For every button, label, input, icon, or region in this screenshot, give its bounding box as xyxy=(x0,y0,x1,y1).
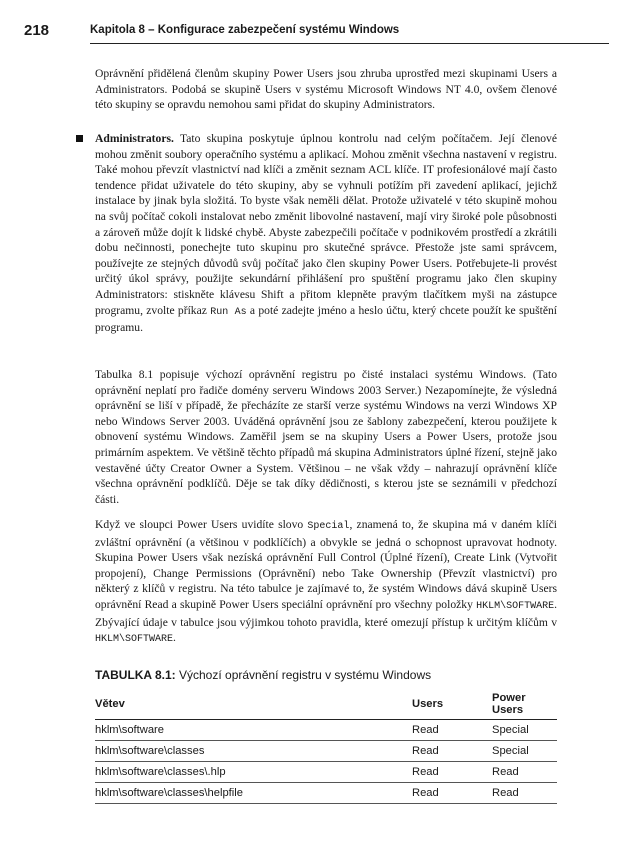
table-row xyxy=(95,762,557,783)
bullet-body-2: a poté zadejte jméno a heslo účtu, který chcete použít ke spuštění programu. xyxy=(95,303,557,335)
bullet-text xyxy=(95,131,557,336)
col-header-users: Users xyxy=(412,689,492,720)
cell-power-users: Read xyxy=(492,783,557,804)
text-run: . Zbývající údaje v tabulce jsou výjimkou tohoto pravidla, které omezují přístup k určitým klíčům v xyxy=(95,597,557,629)
table-row xyxy=(95,741,557,762)
special-code: Special xyxy=(307,521,350,532)
col-header-power-users: Power Users xyxy=(492,689,557,720)
cell-power-users: Read xyxy=(492,762,557,783)
bullet-body-1: Tato skupina poskytuje úplnou kontrolu nad celým počítačem. Její členové mohou změnit soubory operačního systému a aplikací. Mohou změnit všechna nastavení v registru. Také mohou převzít vlastnictví nad klíči a změnit seznam ACL klíče. IT profesionálové mají často tendence přidat uživatele do této skupiny, aby se vyhnuli potížím při zavedení aplikací, jejichž instalace by jinak byla složitá. To byste však neměli dělat. Protože uživatelé v této skupině mohou na svůj počítač cokoli instalovat nebo změnit libovolné nastavení, mají viry široké pole působnosti a zároveň může dojít k lidské chybě. Abyste zabezpečili počítače v podnikovém prostředí a zkrátili dobu nečinnosti, ponechejte tuto skupinu pro skutečné správce. Přestože jste sami správcem, používejte ze stejných důvodů svůj počítač jako člen skupiny Power Users. Potřebujete-li provést určitý úkol správy, použijte sekundární přihlášení pro spuštění programu jako člen skupiny Administrators: stiskněte klávesu Shift a přitom klepněte pravým tlačítkem myši na zástupce programu, zvolte příkaz xyxy=(95,132,557,317)
cell-users: Read xyxy=(412,720,492,741)
paragraph-text: Oprávnění přidělená členům skupiny Power Users jsou zhruba uprostřed mezi skupinami Users a Administrators. Podobá se skupině Users v systému Microsoft Windows NT 4.0, ovšem členové této skupiny se opravdu nemohou sami přidat do skupiny Administrators. xyxy=(95,67,557,112)
table-caption-label: TABULKA 8.1: xyxy=(95,668,176,682)
header-rule xyxy=(90,43,609,44)
table-row xyxy=(95,720,557,741)
paragraph-text xyxy=(95,517,557,648)
registry-permissions-table xyxy=(95,689,557,804)
chapter-title: Kapitola 8 – Konfigurace zabezpečení systému Windows xyxy=(90,24,400,36)
text-run: Když ve sloupci Power Users uvidíte slovo xyxy=(95,518,308,531)
cell-branch: hklm\software\classes\.hlp xyxy=(95,762,412,783)
text-run: . xyxy=(173,631,176,645)
page-number: 218 xyxy=(24,22,50,39)
run-as-code: Run As xyxy=(210,306,247,318)
table-header-row xyxy=(95,689,557,720)
table-caption xyxy=(95,668,431,682)
table-row xyxy=(95,783,557,804)
paragraph-table-intro xyxy=(95,367,557,507)
cell-branch: hklm\software\classes xyxy=(95,741,412,762)
cell-power-users: Special xyxy=(492,741,557,762)
hklm-software-code: HKLM\SOFTWARE xyxy=(476,600,555,612)
paragraph-special xyxy=(95,517,557,648)
cell-users: Read xyxy=(412,741,492,762)
col-header-branch: Větev xyxy=(95,689,412,720)
cell-branch: hklm\software\classes\helpfile xyxy=(95,783,412,804)
bullet-administrators xyxy=(95,131,557,336)
bullet-term: Administrators. xyxy=(95,132,174,145)
bullet-square-icon xyxy=(76,135,83,142)
paragraph-text: Tabulka 8.1 popisuje výchozí oprávnění registru po čisté instalaci systému Windows. (Tato oprávnění neplatí pro řadiče domény serveru Windows 2003 Server.) Nezapomínejte, že výsledná oprávnění se liší v případě, že přecházíte ze starší verze systému Windows na verzi Windows XP nebo Windows Server 2003. Uváděná oprávnění jsou ze šablony zabezpečení, kterou použijete k obnovení systému Windows. Zaměřil jsem se na skupiny Users a Power Users, protože jsou primárním aspektem. Ve většině těchto případů má skupina Administrators úplné řízení, stejně jako vestavěné účty Creator Owner a System. Většinou – ne však vždy – nahrazují oprávnění klíče všechna oprávnění podklíčů. Děje se tak díky dědičnosti, s kterou jste se seznámili v předchozí části. xyxy=(95,368,557,506)
running-header xyxy=(24,22,609,44)
table-caption-text: Výchozí oprávnění registru v systému Windows xyxy=(175,668,432,682)
hklm-software-code: HKLM\SOFTWARE xyxy=(95,634,174,646)
cell-branch: hklm\software xyxy=(95,720,412,741)
cell-users: Read xyxy=(412,783,492,804)
paragraph-power-users xyxy=(95,66,557,113)
text-run: , znamená to, že skupina má v daném klíči zvláštní oprávnění (a většinou v podklíčích) a obvykle se jedná o schopnost upravovat hodnoty. Skupina Power Users však nezíská oprávnění Full Control (Úplné řízení), Create Link (Vytvořit propojení), Change Permissions (Oprávnění) nebo Take Ownership (Převzít vlastnictví) pro některý z klíčů v registru. Na této tabulce je zajímavé to, že systém Windows dává skupině Users oprávnění Read a skupině Power Users speciální oprávnění pro všechny položky xyxy=(95,518,558,611)
cell-users: Read xyxy=(412,762,492,783)
cell-power-users: Special xyxy=(492,720,557,741)
